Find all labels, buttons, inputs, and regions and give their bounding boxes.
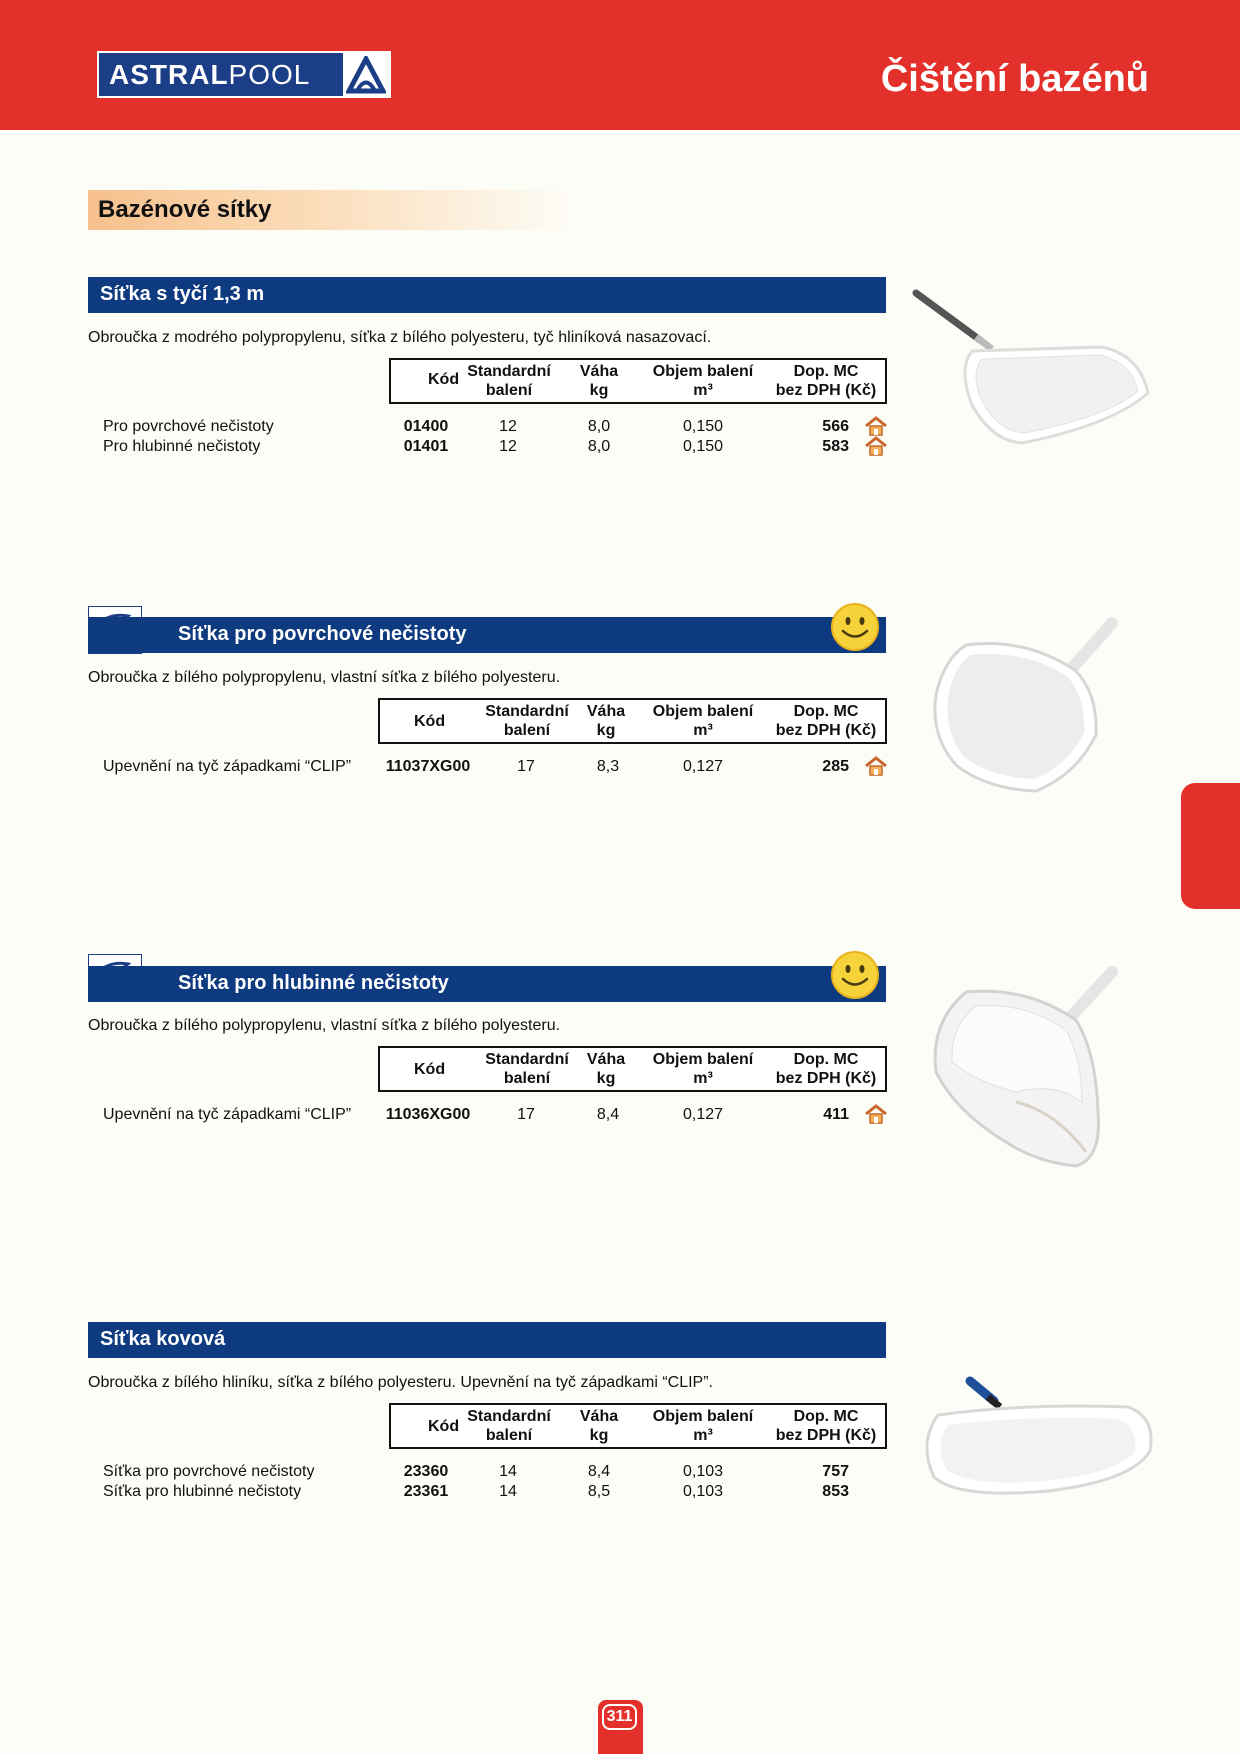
table-header <box>389 1403 887 1449</box>
th-pack: Standardní <box>485 1051 569 1068</box>
th-pack-unit: balení <box>485 382 533 399</box>
row-name: Síťka pro hlubinné nečistoty <box>103 1483 302 1500</box>
th-price-unit: bez DPH (Kč) <box>775 382 877 399</box>
row-volume: 0,103 <box>682 1463 724 1480</box>
th-volume-unit: m³ <box>693 382 713 399</box>
row-pack: 17 <box>517 758 535 775</box>
th-pack-unit: balení <box>503 722 551 739</box>
row-price: 566 <box>822 418 849 435</box>
section-bar-metal-net <box>88 1322 886 1358</box>
section-title: Síťka pro hlubinné nečistoty <box>178 972 449 994</box>
surface-net-product-image <box>926 615 1126 795</box>
th-volume: Objem balení <box>652 363 754 380</box>
row-weight: 8,3 <box>596 758 620 775</box>
th-volume: Objem balení <box>652 703 754 720</box>
page-header <box>0 0 1240 130</box>
rod-net-product-image <box>912 285 1152 445</box>
th-price-unit: bez DPH (Kč) <box>775 722 877 739</box>
section-description: Obroučka z bílého polypropylenu, vlastní síťka z bílého polyesteru. <box>88 669 561 686</box>
th-volume: Objem balení <box>652 1051 754 1068</box>
smiley-icon <box>830 950 880 1000</box>
row-price: 285 <box>822 758 849 775</box>
section-description: Obroučka z bílého polypropylenu, vlastní síťka z bílého polyesteru. <box>88 1017 561 1034</box>
section-description: Obroučka z bílého hliníku, síťka z bílého polyesteru. Upevnění na tyč západkami “CLIP”. <box>88 1374 713 1391</box>
th-code: Kód <box>414 1061 446 1078</box>
row-price: 757 <box>822 1463 849 1480</box>
row-pack: 12 <box>499 418 517 435</box>
row-name: Upevnění na tyč západkami “CLIP” <box>103 1106 352 1123</box>
house-icon <box>865 416 887 436</box>
row-weight: 8,5 <box>587 1483 611 1500</box>
row-volume: 0,150 <box>682 418 724 435</box>
th-price: Dop. MC <box>793 1051 859 1068</box>
th-weight-unit: kg <box>589 1427 609 1444</box>
row-name: Síťka pro povrchové nečistoty <box>103 1463 315 1480</box>
logo-mark-icon <box>343 53 389 96</box>
th-weight-unit: kg <box>596 722 616 739</box>
th-volume-unit: m³ <box>693 722 713 739</box>
th-weight: Váha <box>579 1408 619 1425</box>
section-bar-surface-net <box>88 617 886 653</box>
section-bar-rod-net <box>88 277 886 313</box>
th-price: Dop. MC <box>793 1408 859 1425</box>
th-pack: Standardní <box>485 703 569 720</box>
table-header <box>389 358 887 404</box>
section-title: Síťka s tyčí 1,3 m <box>100 283 265 305</box>
th-pack-unit: balení <box>485 1427 533 1444</box>
row-code: 01401 <box>403 438 449 455</box>
row-pack: 14 <box>499 1483 517 1500</box>
row-pack: 17 <box>517 1106 535 1123</box>
deep-net-product-image <box>926 962 1126 1172</box>
row-price: 583 <box>822 438 849 455</box>
row-volume: 0,150 <box>682 438 724 455</box>
th-pack-unit: balení <box>503 1070 551 1087</box>
table-header <box>378 1046 887 1092</box>
smiley-icon <box>830 602 880 652</box>
th-pack: Standardní <box>467 363 551 380</box>
section-bar-deep-net <box>88 966 886 1002</box>
category-label: Bazénové sítky <box>98 196 272 223</box>
th-volume-unit: m³ <box>693 1427 713 1444</box>
th-price-unit: bez DPH (Kč) <box>775 1427 877 1444</box>
row-code: 01400 <box>403 418 449 435</box>
row-weight: 8,4 <box>596 1106 620 1123</box>
th-code: Kód <box>428 371 460 388</box>
logo-brand-light: POOL <box>228 58 311 90</box>
row-pack: 14 <box>499 1463 517 1480</box>
th-weight-unit: kg <box>596 1070 616 1087</box>
row-name: Upevnění na tyč západkami “CLIP” <box>103 758 352 775</box>
row-price: 853 <box>822 1483 849 1500</box>
th-pack: Standardní <box>467 1408 551 1425</box>
th-weight: Váha <box>586 703 626 720</box>
page-number-tab <box>598 1700 643 1754</box>
row-code: 11037XG00 <box>385 758 471 775</box>
th-price: Dop. MC <box>793 703 859 720</box>
th-volume: Objem balení <box>652 1408 754 1425</box>
th-volume-unit: m³ <box>693 1070 713 1087</box>
th-price: Dop. MC <box>793 363 859 380</box>
th-code: Kód <box>414 713 446 730</box>
section-description: Obroučka z modrého polypropylenu, síťka z bílého polyesteru, tyč hliníková nasazovací. <box>88 329 712 346</box>
logo-brand-bold: ASTRAL <box>109 58 229 90</box>
house-icon <box>865 436 887 456</box>
category-heading <box>88 190 578 230</box>
page-number: 311 <box>602 1704 637 1730</box>
house-icon <box>865 756 887 776</box>
row-code: 11036XG00 <box>385 1106 471 1123</box>
th-weight: Váha <box>586 1051 626 1068</box>
house-icon <box>865 1104 887 1124</box>
th-code: Kód <box>428 1418 460 1435</box>
row-volume: 0,127 <box>682 1106 724 1123</box>
table-header <box>378 698 887 744</box>
row-weight: 8,4 <box>587 1463 611 1480</box>
row-weight: 8,0 <box>587 418 611 435</box>
row-volume: 0,127 <box>682 758 724 775</box>
row-name: Pro hlubinné nečistoty <box>103 438 261 455</box>
row-name: Pro povrchové nečistoty <box>103 418 274 435</box>
section-title: Síťka pro povrchové nečistoty <box>178 623 467 645</box>
chapter-side-tab <box>1181 783 1240 909</box>
astralpool-logo <box>97 51 391 98</box>
row-weight: 8,0 <box>587 438 611 455</box>
section-title: Síťka kovová <box>100 1328 226 1350</box>
row-volume: 0,103 <box>682 1483 724 1500</box>
th-price-unit: bez DPH (Kč) <box>775 1070 877 1087</box>
row-code: 23360 <box>403 1463 449 1480</box>
row-price: 411 <box>823 1106 849 1123</box>
metal-net-product-image <box>918 1373 1154 1505</box>
row-code: 23361 <box>403 1483 449 1500</box>
th-weight: Váha <box>579 363 619 380</box>
row-pack: 12 <box>499 438 517 455</box>
th-weight-unit: kg <box>589 382 609 399</box>
page-title: Čištění bazénů <box>880 58 1149 100</box>
